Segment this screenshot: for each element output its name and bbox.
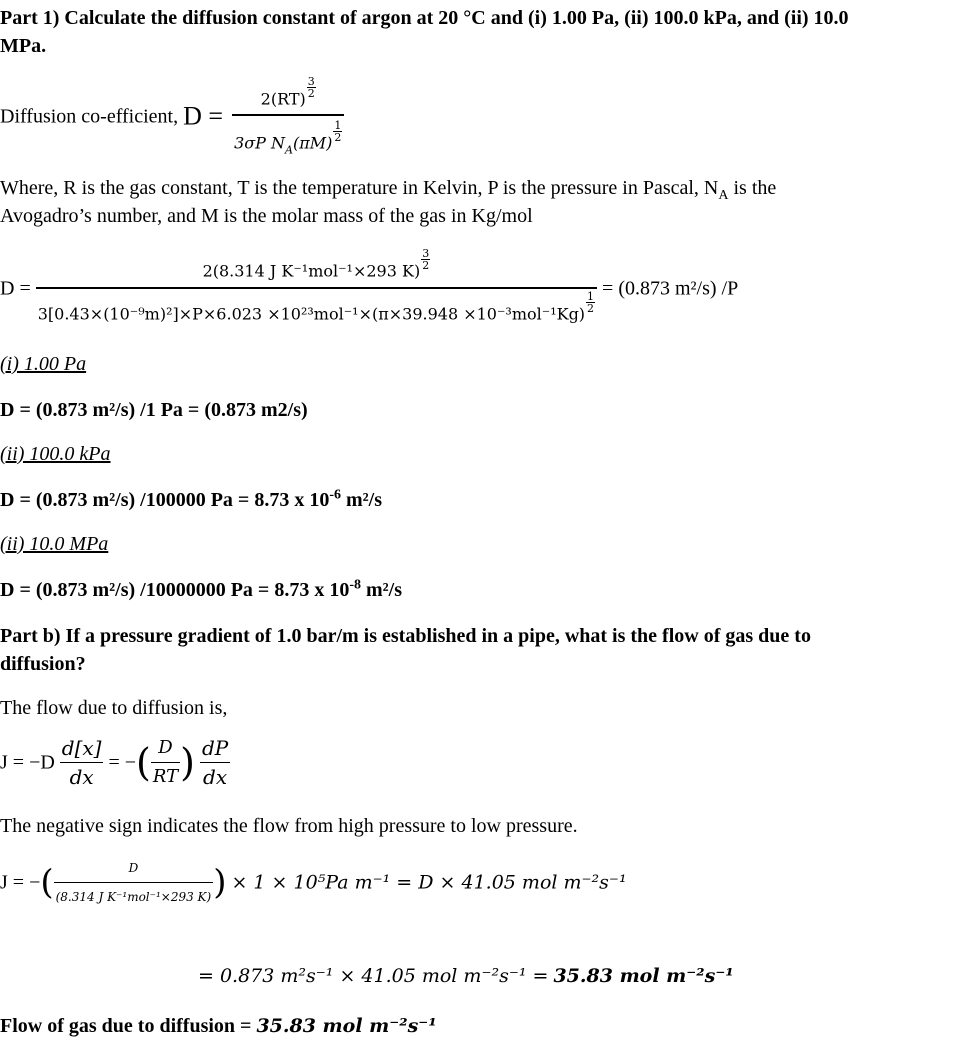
flux2-den: (8.314 J K⁻¹mol⁻¹×293 K) [55,890,212,904]
flux2-rest: × 1 × 10⁵Pa m⁻¹ = D × 41.05 mol m⁻²s⁻¹ [231,871,627,894]
exp-den: 2 [307,87,315,100]
dc-den-rest: (πM) [292,133,333,153]
rt-den: RT [152,766,179,787]
case-1-result: D = (0.873 m²/s) /1 Pa = (0.873 m2/s) [0,399,308,421]
dc-den-sub: A [285,143,293,157]
dx-num: d[x] [60,734,104,763]
case-3-label: (ii) 10.0 MPa [0,533,109,555]
exp-num: 3 [307,75,315,88]
dp-num: dP [200,734,230,763]
dc-label: Diffusion co-efficient, [0,105,179,128]
case-3-result-exp: -8 [349,577,361,593]
where-line1-end: is the [728,177,777,199]
case-2-result-pre: D = (0.873 m²/s) /100000 Pa = 8.73 x 10 [0,489,330,511]
dp-den: dx [203,765,228,789]
dc-symbol: D = [183,101,224,131]
negative-sign-note: The negative sign indicates the flow from high pressure to low pressure. [0,815,578,837]
exp-den-num: 1 [334,118,342,132]
exp-den-den: 2 [334,130,342,144]
case-2-label: (ii) 100.0 kPa [0,443,111,465]
final-eq-plain: = 0.873 m²s⁻¹ × 41.05 mol m⁻²s⁻¹ = [198,965,549,987]
calc-den-exp-num: 1 [587,289,595,303]
dx-den: dx [69,765,94,789]
flux-lhs: J = −D [0,751,55,774]
conclusion [0,1012,437,1040]
partb-title-line1: Part b) If a pressure gradient of 1.0 bar/m is established in a pipe, what is the flow of gas due to [0,625,811,647]
calc-den-exp [586,291,595,314]
dp-dx-fraction [200,734,230,791]
where-line2: Avogadro’s number, and M is the molar mass of the gas in Kg/mol [0,205,533,227]
part1-title-line1: Part 1) Calculate the diffusion constant of argon at 20 °C and (i) 1.00 Pa, (ii) 100.0 kPa, and (ii) 10.0 [0,7,849,29]
case-2-result-post: m²/s [341,489,382,511]
flux-equation-2 [0,854,627,904]
calculation-formula [0,248,738,338]
calc-exp-num: 3 [422,247,430,260]
dc-denominator [232,116,344,158]
part1-title-line2: MPa. [0,35,47,57]
calc-numerator [36,248,597,289]
dx-fraction [60,734,104,791]
case-1-label: (i) 1.00 Pa [0,353,87,375]
calc-fraction [36,248,597,329]
exp-three-halves [307,76,316,99]
calc-num-text: 2(8.314 J K⁻¹mol⁻¹×293 K) [202,261,421,281]
where-sub: A [718,188,729,203]
conclusion-label: Flow of gas due to diffusion = [0,1015,252,1037]
case-3-result-pre: D = (0.873 m²/s) /10000000 Pa = 8.73 x 10 [0,579,350,601]
calc-den-text: 3[0.43×(10⁻⁹m)²]×P×6.023 ×10²³mol⁻¹×(π×39.948 ×10⁻³mol⁻¹Kg) [37,304,586,324]
partb-title-line2: diffusion? [0,653,86,675]
where-line1: Where, R is the gas constant, T is the temperature in Kelvin, P is the pressure in Pascal, N [0,177,719,199]
flux2-lhs: J = − [0,871,41,894]
paren-open: ( [136,740,151,785]
flux-eq-mid: = − [108,751,137,774]
calc-lhs: D = [0,277,31,300]
where-description [0,174,776,230]
partb-title [0,622,811,678]
flux2-num: D [54,854,214,883]
paren2-open: ( [40,862,54,903]
dc-fraction [232,76,344,157]
calc-exp-den: 2 [422,259,430,272]
dc-num-text: 2(RT) [260,89,306,109]
case-3-result-post: m²/s [361,579,402,601]
d-rt-fraction [151,734,180,791]
paren-close: ) [180,740,195,785]
dc-den-text: 3σP N [234,133,286,153]
exp-one-half [333,120,342,143]
calc-result: = (0.873 m²/s) /P [602,277,739,300]
final-eq-bold: 35.83 mol m⁻²s⁻¹ [553,965,734,987]
dc-numerator [232,76,344,116]
calc-num-exp [421,248,430,271]
case-3-result [0,576,402,604]
calc-denominator [36,289,597,330]
calc-den-exp-den: 2 [587,301,595,315]
diffusion-formula [0,76,344,156]
flux2-fraction [54,854,214,911]
d-num: D [151,734,180,763]
conclusion-value: 35.83 mol m⁻²s⁻¹ [256,1015,437,1037]
flux-equation [0,734,230,798]
case-2-result [0,486,382,514]
paren2-close: ) [213,862,227,903]
final-equation [198,962,734,990]
case-2-result-exp: -6 [329,487,341,503]
part1-title [0,4,849,60]
partb-intro: The flow due to diffusion is, [0,697,228,719]
